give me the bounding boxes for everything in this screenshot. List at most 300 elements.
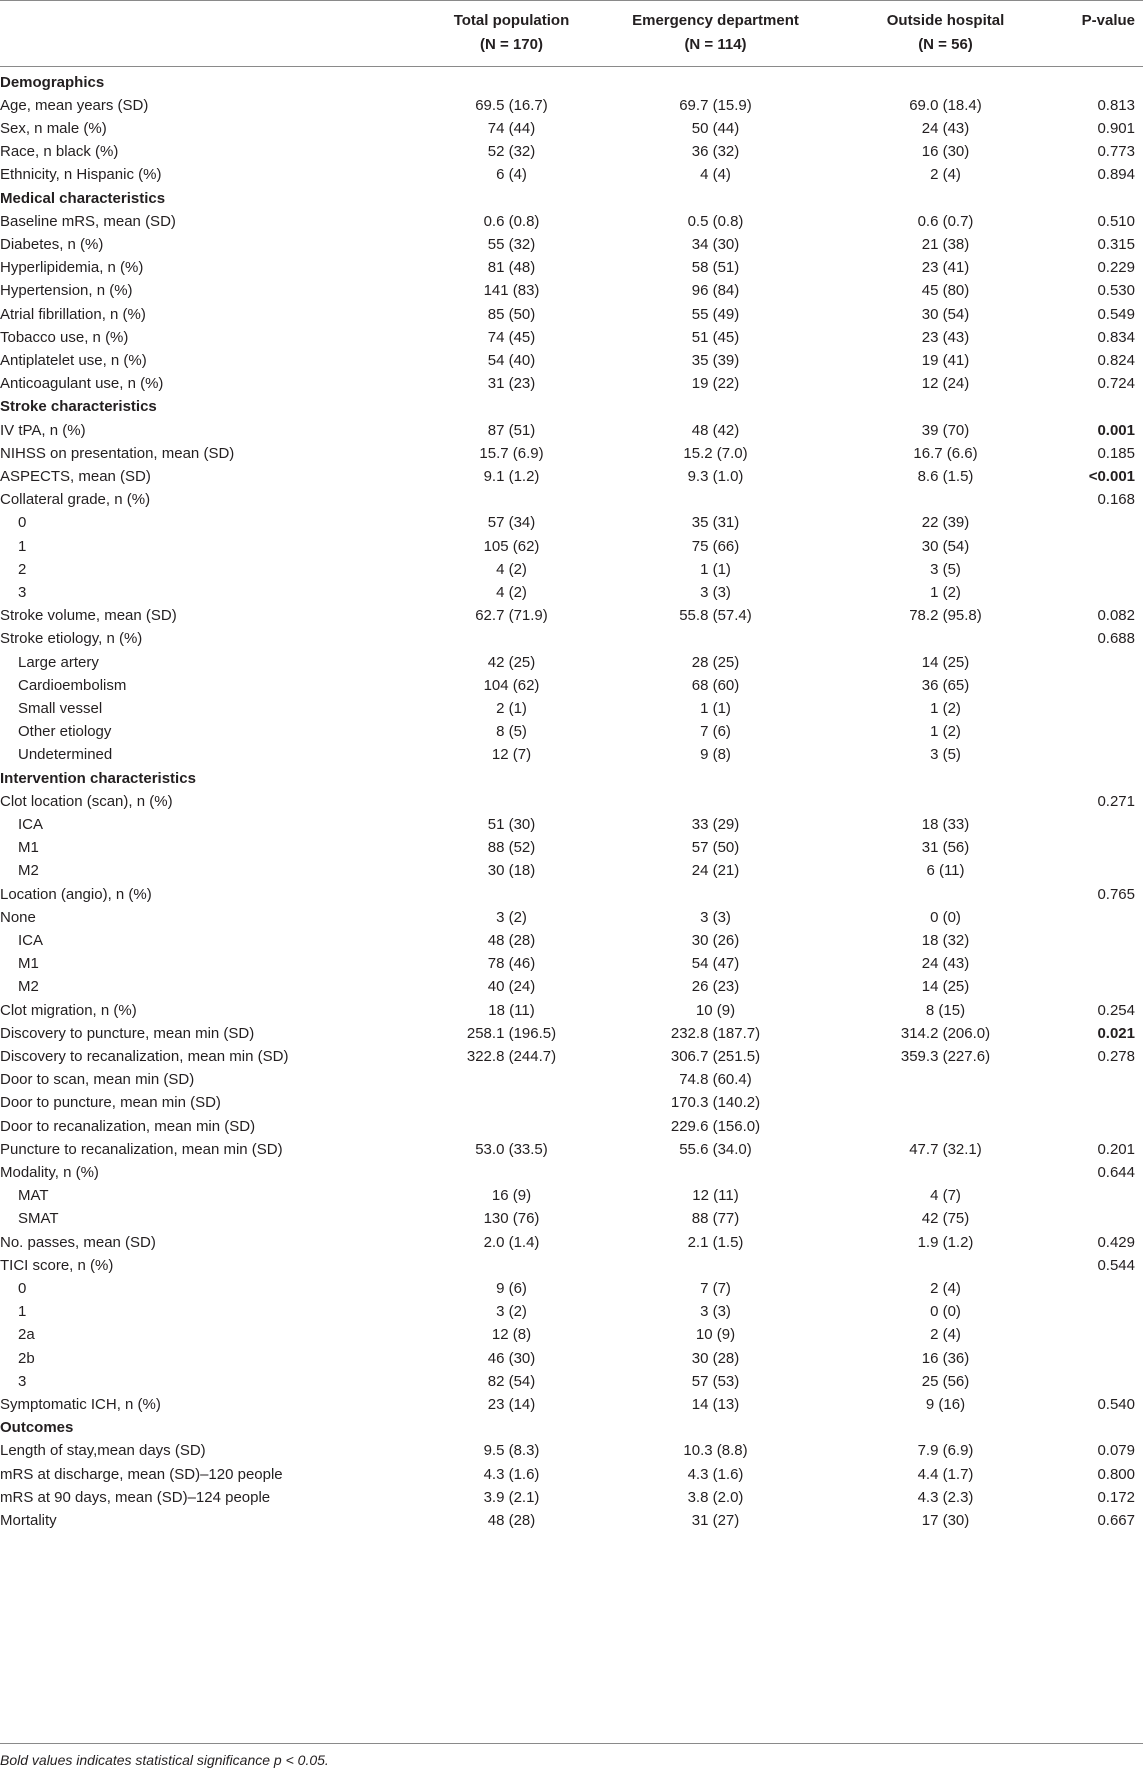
total-population-value: 12 (8): [491, 1326, 532, 1344]
row-label: Sex, n male (%): [0, 119, 107, 137]
emergency-department-value: 30 (28): [691, 1349, 740, 1367]
table-row: [0, 92, 1143, 118]
table-row: [0, 626, 1143, 652]
table-row: [0, 1067, 1143, 1093]
p-value: [1000, 1067, 1135, 1093]
total-population-value: 6 (4): [496, 166, 527, 184]
emergency-department-value: 75 (66): [691, 537, 740, 555]
emergency-department-value: 12 (11): [692, 1187, 739, 1205]
emergency-department-value: 55 (49): [691, 305, 740, 323]
row-label: MAT: [18, 1187, 49, 1205]
total-population-value: 42 (25): [487, 653, 536, 671]
p-value: [1000, 974, 1135, 1000]
row-label: 0: [18, 1279, 27, 1297]
p-value: 0.021: [1097, 1024, 1135, 1042]
emergency-department-value: 55.6 (34.0): [679, 1140, 752, 1158]
table-row: [0, 533, 1143, 559]
row-label: Baseline mRS, mean (SD): [0, 212, 176, 230]
outside-hospital-value: 3 (5): [930, 746, 961, 764]
outside-hospital-value: 314.2 (206.0): [900, 1024, 991, 1042]
row-label: 0: [18, 514, 27, 532]
row-label: SMAT: [18, 1210, 59, 1228]
table-row: [0, 115, 1143, 141]
outside-hospital-value: 19 (41): [921, 351, 970, 369]
table-row: [0, 231, 1143, 257]
p-value: [1000, 835, 1135, 861]
total-population-value: 8 (5): [496, 723, 527, 741]
total-population-value: 105 (62): [483, 537, 540, 555]
emergency-department-value: 30 (26): [691, 931, 740, 949]
table-row: [0, 904, 1143, 930]
row-label: 2: [18, 560, 27, 578]
section-header-row: [0, 394, 1143, 420]
total-population-value: 52 (32): [487, 143, 536, 161]
total-population-value: 258.1 (196.5): [466, 1024, 557, 1042]
total-population-value: 0.6 (0.8): [483, 212, 540, 230]
row-label: Length of stay,mean days (SD): [0, 1442, 206, 1460]
row-label: Stroke etiology, n (%): [0, 630, 143, 648]
row-label: 1: [18, 1303, 27, 1321]
p-value: [1000, 394, 1135, 420]
emergency-department-value: 9.3 (1.0): [687, 467, 744, 485]
row-label: Discovery to puncture, mean min (SD): [0, 1024, 255, 1042]
total-population-value: 57 (34): [487, 514, 536, 532]
total-population-value: 322.8 (244.7): [466, 1047, 557, 1065]
p-value: 0.765: [1097, 885, 1135, 903]
emergency-department-value: 4.3 (1.6): [687, 1465, 744, 1483]
outside-hospital-value: 6 (11): [926, 862, 965, 880]
p-value: 0.082: [1097, 607, 1135, 625]
outside-hospital-value: 4.4 (1.7): [917, 1465, 974, 1483]
row-label: Hypertension, n (%): [0, 282, 133, 300]
emergency-department-value: [584, 1252, 847, 1278]
p-value: [1000, 742, 1135, 768]
table-row: [0, 510, 1143, 536]
p-value: [1000, 1183, 1135, 1209]
p-value: 0.079: [1097, 1442, 1135, 1460]
outside-hospital-value: 45 (80): [921, 282, 970, 300]
outside-hospital-value: 1 (2): [930, 583, 961, 601]
total-population-value: 55 (32): [487, 235, 536, 253]
table-row: [0, 255, 1143, 281]
total-population-value: 3 (2): [496, 1303, 527, 1321]
emergency-department-value: 36 (32): [691, 143, 740, 161]
emergency-department-value: [584, 626, 847, 652]
row-label: Stroke volume, mean (SD): [0, 607, 177, 625]
row-label: TICI score, n (%): [0, 1256, 114, 1274]
p-value: 0.168: [1097, 491, 1135, 509]
table-row: [0, 1484, 1143, 1510]
total-population-value: 104 (62): [483, 676, 540, 694]
p-value: [1000, 533, 1135, 559]
outside-hospital-value: 0.6 (0.7): [917, 212, 974, 230]
emergency-department-value: 2.1 (1.5): [687, 1233, 744, 1251]
row-label: Cardioembolism: [18, 676, 127, 694]
p-value: [1000, 1275, 1135, 1301]
outside-hospital-value: 2 (4): [930, 1326, 961, 1344]
total-population-value: 46 (30): [487, 1349, 536, 1367]
row-label: Atrial fibrillation, n (%): [0, 305, 146, 323]
p-value: 0.544: [1097, 1256, 1135, 1274]
outside-hospital-value: 1 (2): [930, 699, 961, 717]
emergency-department-value: 55.8 (57.4): [679, 607, 752, 625]
section-header-row: [0, 765, 1143, 791]
outside-hospital-value: 3 (5): [930, 560, 961, 578]
outside-hospital-value: 0 (0): [930, 1303, 961, 1321]
p-value: [1000, 649, 1135, 675]
row-label: M2: [18, 862, 39, 880]
row-label: Door to recanalization, mean min (SD): [0, 1117, 256, 1135]
table-row: [0, 1507, 1143, 1533]
p-value: [1000, 1090, 1135, 1116]
emergency-department-value: 3 (3): [700, 1303, 731, 1321]
row-label: Ethnicity, n Hispanic (%): [0, 166, 162, 184]
p-value: 0.667: [1097, 1511, 1135, 1529]
total-population-value: 74 (44): [487, 119, 536, 137]
emergency-department-value: 50 (44): [691, 119, 740, 137]
table-row: [0, 1345, 1143, 1371]
p-value: [1000, 695, 1135, 721]
p-value: 0.201: [1097, 1140, 1135, 1158]
header-emergency-department-n: (N = 114): [684, 35, 747, 53]
total-population-value: 87 (51): [487, 421, 536, 439]
section-title: Intervention characteristics: [0, 769, 196, 787]
p-value: 0.315: [1097, 235, 1135, 253]
outside-hospital-value: 30 (54): [921, 537, 970, 555]
row-label: 3: [18, 583, 27, 601]
total-population-value: 54 (40): [487, 351, 536, 369]
table-row: [0, 579, 1143, 605]
total-population-value: 4 (2): [496, 583, 527, 601]
p-value: 0.254: [1097, 1001, 1135, 1019]
emergency-department-value: 74.8 (60.4): [679, 1071, 752, 1089]
emergency-department-value: [584, 1415, 847, 1441]
total-population-value: 23 (14): [487, 1395, 536, 1413]
table-footnote: Bold values indicates statistical significance p < 0.05.: [0, 1752, 329, 1768]
row-label: NIHSS on presentation, mean (SD): [0, 444, 235, 462]
p-value: 0.824: [1097, 351, 1135, 369]
p-value: [1000, 1206, 1135, 1232]
table-row: [0, 487, 1143, 513]
p-value: 0.185: [1097, 444, 1135, 462]
emergency-department-value: [584, 881, 847, 907]
table-row: [0, 1159, 1143, 1185]
section-title: Medical characteristics: [0, 189, 166, 207]
table-row: [0, 1229, 1143, 1255]
outside-hospital-value: 1 (2): [930, 723, 961, 741]
row-label: IV tPA, n (%): [0, 421, 86, 439]
row-label: 3: [18, 1372, 27, 1390]
emergency-department-value: 58 (51): [691, 259, 740, 277]
row-label: Collateral grade, n (%): [0, 491, 151, 509]
header-outside-hospital-n: (N = 56): [918, 35, 973, 53]
emergency-department-value: 69.7 (15.9): [679, 96, 752, 114]
table-row: [0, 1090, 1143, 1116]
p-value: [1000, 1113, 1135, 1139]
row-label: Undetermined: [18, 746, 113, 764]
row-label: M1: [18, 839, 39, 857]
outside-hospital-value: 78.2 (95.8): [909, 607, 982, 625]
table-row: [0, 1183, 1143, 1209]
p-value: [1000, 1368, 1135, 1394]
total-population-value: 16 (9): [491, 1187, 532, 1205]
top-rule: [0, 0, 1143, 1]
outside-hospital-value: 1.9 (1.2): [917, 1233, 974, 1251]
outside-hospital-value: 25 (56): [921, 1372, 970, 1390]
p-value: 0.813: [1097, 96, 1135, 114]
emergency-department-value: 3.8 (2.0): [687, 1488, 744, 1506]
table-row: [0, 440, 1143, 466]
p-value: [1000, 556, 1135, 582]
table-row: [0, 719, 1143, 745]
outside-hospital-value: 23 (43): [921, 328, 970, 346]
row-label: Clot location (scan), n (%): [0, 792, 173, 810]
table-row: [0, 788, 1143, 814]
p-value: [1000, 672, 1135, 698]
table-row: [0, 603, 1143, 629]
emergency-department-value: 35 (31): [691, 514, 740, 532]
p-value: 0.773: [1097, 143, 1135, 161]
header-p-value: P-value: [1081, 11, 1135, 29]
p-value: 0.724: [1097, 375, 1135, 393]
p-value: [1000, 858, 1135, 884]
outside-hospital-value: 22 (39): [921, 514, 970, 532]
outside-hospital-value: 30 (54): [921, 305, 970, 323]
row-label: Modality, n (%): [0, 1163, 99, 1181]
outside-hospital-value: 2 (4): [930, 166, 961, 184]
p-value: [1000, 185, 1135, 211]
outside-hospital-value: 24 (43): [921, 955, 970, 973]
total-population-value: 31 (23): [487, 375, 536, 393]
emergency-department-value: [584, 788, 847, 814]
emergency-department-value: 1 (1): [700, 560, 731, 578]
row-label: None: [0, 908, 36, 926]
table-row: [0, 1299, 1143, 1325]
row-label: Clot migration, n (%): [0, 1001, 137, 1019]
row-label: ICA: [18, 815, 44, 833]
outside-hospital-value: 18 (32): [921, 931, 970, 949]
emergency-department-value: 170.3 (140.2): [670, 1094, 761, 1112]
outside-hospital-value: 69.0 (18.4): [909, 96, 982, 114]
outside-hospital-value: 24 (43): [921, 119, 970, 137]
emergency-department-value: 54 (47): [691, 955, 740, 973]
table-row: [0, 1391, 1143, 1417]
p-value: 0.271: [1097, 792, 1135, 810]
table-row: [0, 1113, 1143, 1139]
table-row: [0, 695, 1143, 721]
section-title: Demographics: [0, 73, 105, 91]
p-value: [1000, 927, 1135, 953]
table-row: [0, 139, 1143, 165]
table-row: [0, 858, 1143, 884]
row-label: 1: [18, 537, 27, 555]
table-row: [0, 1252, 1143, 1278]
outside-hospital-value: 14 (25): [921, 978, 970, 996]
outside-hospital-value: 21 (38): [921, 235, 970, 253]
section-header-row: [0, 69, 1143, 95]
p-value: 0.429: [1097, 1233, 1135, 1251]
p-value: 0.278: [1097, 1047, 1135, 1065]
row-label: Small vessel: [18, 699, 103, 717]
p-value: 0.894: [1097, 166, 1135, 184]
row-label: Other etiology: [18, 723, 112, 741]
emergency-department-value: 26 (23): [691, 978, 740, 996]
row-label: Symptomatic ICH, n (%): [0, 1395, 161, 1413]
emergency-department-value: 306.7 (251.5): [670, 1047, 761, 1065]
table-row: [0, 1275, 1143, 1301]
emergency-department-value: [584, 185, 847, 211]
p-value: 0.530: [1097, 282, 1135, 300]
total-population-value: 3.9 (2.1): [483, 1488, 540, 1506]
emergency-department-value: [584, 69, 847, 95]
outside-hospital-value: 12 (24): [921, 375, 970, 393]
emergency-department-value: 88 (77): [691, 1210, 740, 1228]
total-population-value: 85 (50): [487, 305, 536, 323]
row-label: 2a: [18, 1326, 35, 1344]
emergency-department-value: [584, 487, 847, 513]
total-population-value: 30 (18): [487, 862, 536, 880]
outside-hospital-value: 47.7 (32.1): [909, 1140, 982, 1158]
p-value: 0.800: [1097, 1465, 1135, 1483]
outside-hospital-value: 42 (75): [921, 1210, 970, 1228]
outside-hospital-value: 2 (4): [930, 1279, 961, 1297]
total-population-value: 2.0 (1.4): [483, 1233, 540, 1251]
row-label: Race, n black (%): [0, 143, 119, 161]
p-value: 0.510: [1097, 212, 1135, 230]
emergency-department-value: 57 (50): [691, 839, 740, 857]
table-row: [0, 556, 1143, 582]
emergency-department-value: [584, 1159, 847, 1185]
p-value: 0.644: [1097, 1163, 1135, 1181]
row-label: Door to puncture, mean min (SD): [0, 1094, 221, 1112]
total-population-value: 82 (54): [487, 1372, 536, 1390]
section-header-row: [0, 185, 1143, 211]
total-population-value: 141 (83): [483, 282, 540, 300]
p-value: 0.688: [1097, 630, 1135, 648]
total-population-value: 2 (1): [496, 699, 527, 717]
total-population-value: 4.3 (1.6): [483, 1465, 540, 1483]
row-label: Large artery: [18, 653, 99, 671]
total-population-value: 12 (7): [491, 746, 532, 764]
table-row: [0, 463, 1143, 489]
p-value: <0.001: [1088, 467, 1135, 485]
p-value: [1000, 1322, 1135, 1348]
row-label: Puncture to recanalization, mean min (SD): [0, 1140, 283, 1158]
emergency-department-value: 3 (3): [700, 908, 731, 926]
row-label: Age, mean years (SD): [0, 96, 149, 114]
table-row: [0, 927, 1143, 953]
emergency-department-value: 48 (42): [691, 421, 740, 439]
table-row: [0, 742, 1143, 768]
p-value: [1000, 765, 1135, 791]
total-population-value: 9 (6): [496, 1279, 527, 1297]
table-row: [0, 997, 1143, 1023]
total-population-value: 9.1 (1.2): [483, 467, 540, 485]
emergency-department-value: 34 (30): [691, 235, 740, 253]
p-value: 0.901: [1097, 119, 1135, 137]
row-label: mRS at discharge, mean (SD)–120 people: [0, 1465, 283, 1483]
row-label: M1: [18, 955, 39, 973]
emergency-department-value: 10 (9): [695, 1326, 736, 1344]
p-value: [1000, 951, 1135, 977]
header-total-population: Total population: [453, 11, 570, 29]
total-population-value: 48 (28): [487, 1511, 536, 1529]
emergency-department-value: 7 (7): [700, 1279, 731, 1297]
table-row: [0, 1438, 1143, 1464]
outside-hospital-value: 4 (7): [930, 1187, 961, 1205]
p-value: [1000, 1345, 1135, 1371]
emergency-department-value: 4 (4): [700, 166, 731, 184]
table-row: [0, 324, 1143, 350]
p-value: 0.172: [1097, 1488, 1135, 1506]
outside-hospital-value: 9 (16): [925, 1395, 966, 1413]
p-value: 0.001: [1097, 421, 1135, 439]
outside-hospital-value: 8 (15): [925, 1001, 966, 1019]
table-row: [0, 347, 1143, 373]
table-row: [0, 301, 1143, 327]
total-population-value: 62.7 (71.9): [475, 607, 548, 625]
outside-hospital-value: 18 (33): [921, 815, 970, 833]
row-label: 2b: [18, 1349, 35, 1367]
row-label: No. passes, mean (SD): [0, 1233, 156, 1251]
total-population-value: 40 (24): [487, 978, 536, 996]
table-row: [0, 835, 1143, 861]
total-population-value: 51 (30): [487, 815, 536, 833]
total-population-value: 69.5 (16.7): [475, 96, 548, 114]
p-value: 0.229: [1097, 259, 1135, 277]
outside-hospital-value: 31 (56): [921, 839, 970, 857]
table-row: [0, 208, 1143, 234]
outside-hospital-value: 16.7 (6.6): [913, 444, 978, 462]
emergency-department-value: 0.5 (0.8): [687, 212, 744, 230]
p-value: [1000, 69, 1135, 95]
table-row: [0, 649, 1143, 675]
row-label: Location (angio), n (%): [0, 885, 152, 903]
section-title: Stroke characteristics: [0, 398, 157, 416]
table-row: [0, 1206, 1143, 1232]
emergency-department-value: 1 (1): [700, 699, 731, 717]
section-header-row: [0, 1415, 1143, 1441]
emergency-department-value: 33 (29): [691, 815, 740, 833]
row-label: Hyperlipidemia, n (%): [0, 259, 144, 277]
table-row: [0, 1368, 1143, 1394]
header-outside-hospital: Outside hospital: [886, 11, 1005, 29]
row-label: Discovery to recanalization, mean min (SD): [0, 1047, 289, 1065]
emergency-department-value: 96 (84): [691, 282, 740, 300]
emergency-department-value: 229.6 (156.0): [670, 1117, 761, 1135]
row-label: ICA: [18, 931, 44, 949]
total-population-value: 48 (28): [487, 931, 536, 949]
outside-hospital-value: 359.3 (227.6): [900, 1047, 991, 1065]
outside-hospital-value: 23 (41): [921, 259, 970, 277]
outside-hospital-value: 16 (36): [921, 1349, 970, 1367]
p-value: 0.834: [1097, 328, 1135, 346]
total-population-value: 78 (46): [487, 955, 536, 973]
emergency-department-value: 7 (6): [700, 723, 731, 741]
emergency-department-value: 57 (53): [691, 1372, 740, 1390]
table-row: [0, 951, 1143, 977]
table-row: [0, 1020, 1143, 1046]
outside-hospital-value: 4.3 (2.3): [917, 1488, 974, 1506]
total-population-value: 74 (45): [487, 328, 536, 346]
table-row: [0, 811, 1143, 837]
table-row: [0, 672, 1143, 698]
emergency-department-value: 51 (45): [691, 328, 740, 346]
total-population-value: 4 (2): [496, 560, 527, 578]
total-population-value: 53.0 (33.5): [475, 1140, 548, 1158]
emergency-department-value: 31 (27): [691, 1511, 740, 1529]
emergency-department-value: [584, 394, 847, 420]
